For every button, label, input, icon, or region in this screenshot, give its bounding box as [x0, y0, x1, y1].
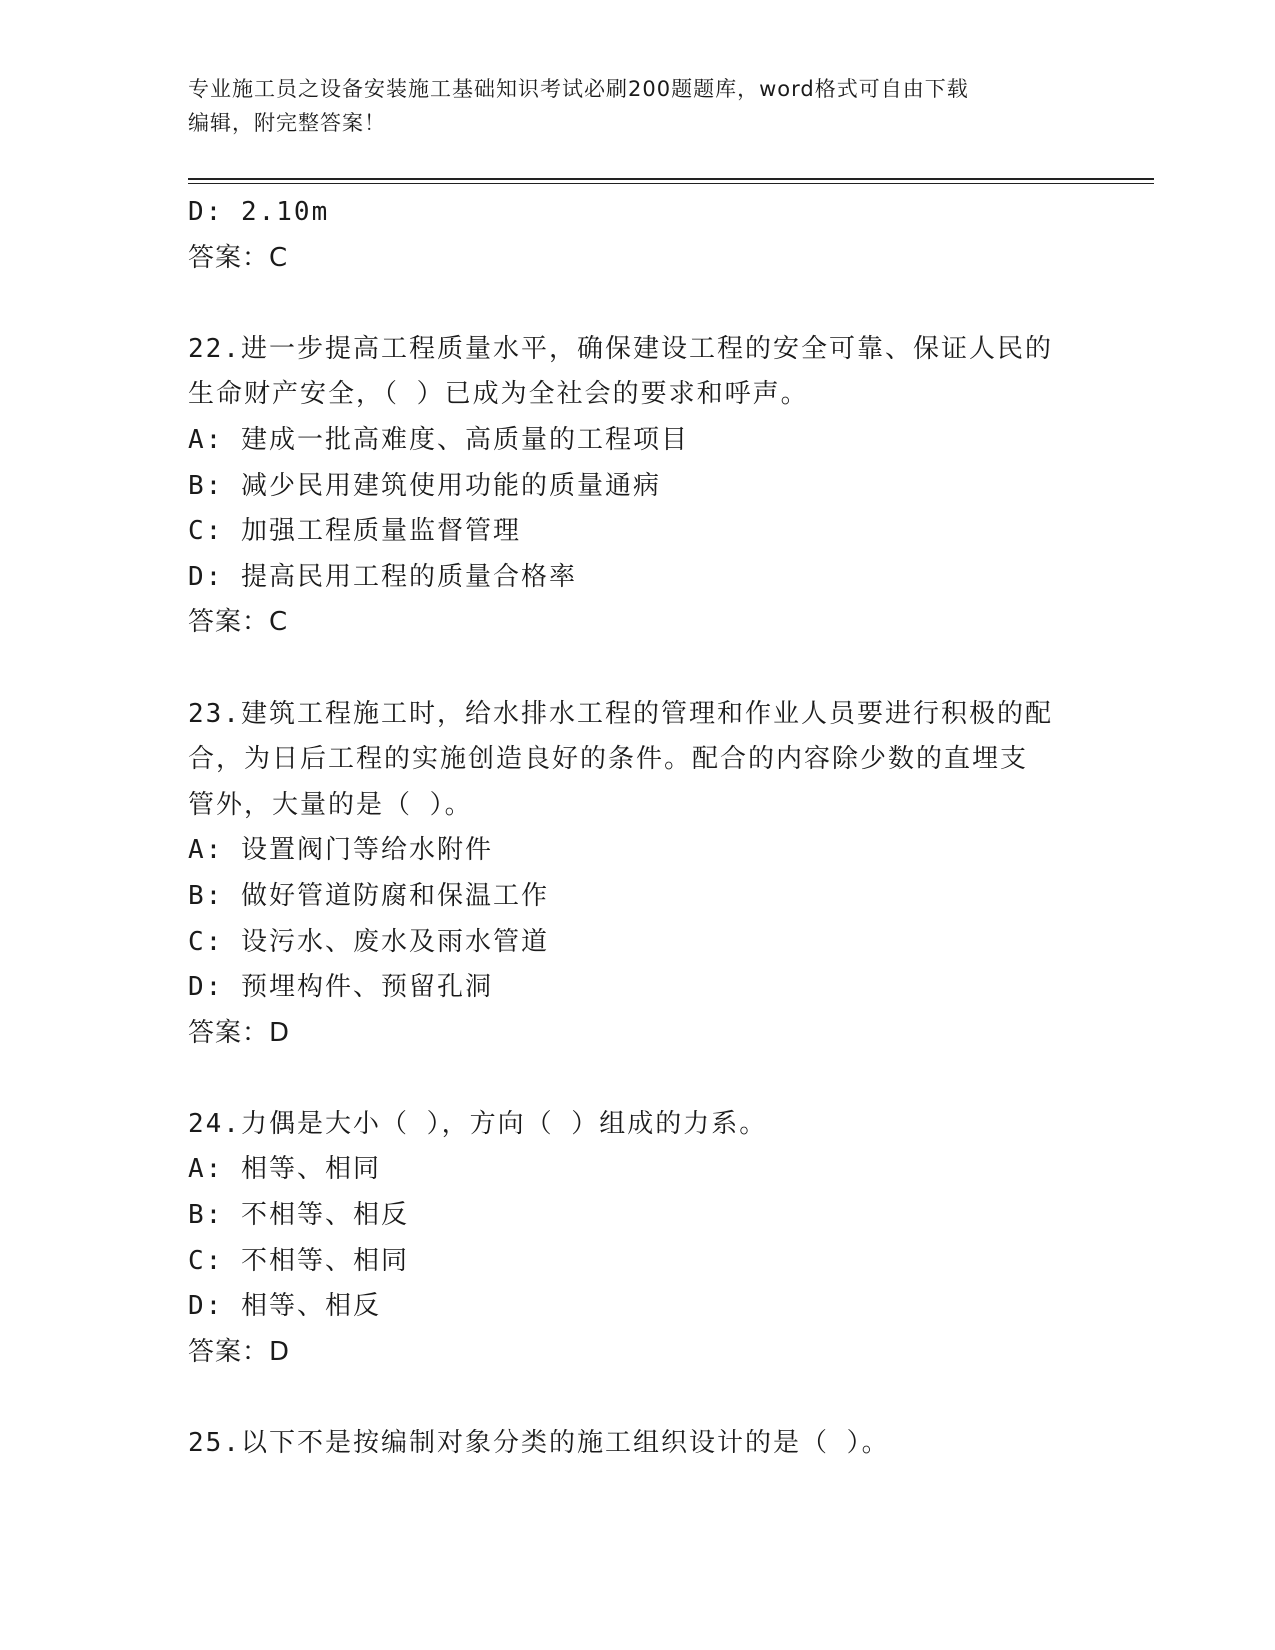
- option-a: A: 设置阀门等给水附件: [188, 835, 493, 866]
- option-c: C: 设污水、废水及雨水管道: [188, 926, 549, 957]
- question-stem-line: 管外，大量的是（ ）。: [188, 789, 473, 820]
- header-divider-thin: [188, 183, 1154, 184]
- question-stem-line: 23.建筑工程施工时，给水排水工程的管理和作业人员要进行积极的配: [188, 698, 1053, 729]
- question-25: [188, 1421, 1088, 1467]
- spacer: [188, 646, 1088, 692]
- answer-line: 答案：C: [188, 242, 289, 273]
- option-b: B: 减少民用建筑使用功能的质量通病: [188, 470, 661, 501]
- spacer: [188, 281, 1088, 327]
- spacer: [188, 1056, 1088, 1102]
- answer-line: 答案：C: [188, 607, 289, 638]
- previous-question-tail: [188, 190, 1088, 281]
- option-d: D: 提高民用工程的质量合格率: [188, 561, 577, 592]
- question-content: [188, 190, 1088, 1467]
- header-title-line-2: 编辑，附完整答案！: [188, 111, 386, 135]
- option-d: D: 2.10m: [188, 197, 330, 227]
- option-d: D: 相等、相反: [188, 1291, 381, 1322]
- option-c: C: 不相等、相同: [188, 1245, 409, 1276]
- option-b: B: 不相等、相反: [188, 1200, 409, 1231]
- document-header: [188, 72, 1088, 140]
- question-24: [188, 1102, 1088, 1376]
- option-d: D: 预埋构件、预留孔洞: [188, 972, 493, 1003]
- header-divider-thick: [188, 178, 1154, 180]
- option-b: B: 做好管道防腐和保温工作: [188, 880, 549, 911]
- option-c: C: 加强工程质量监督管理: [188, 516, 521, 547]
- question-stem-line: 生命财产安全，（ ）已成为全社会的要求和呼声。: [188, 379, 809, 410]
- question-stem-line: 22.进一步提高工程质量水平，确保建设工程的安全可靠、保证人民的: [188, 333, 1053, 364]
- question-23: [188, 692, 1088, 1057]
- answer-line: 答案：D: [188, 1336, 291, 1367]
- question-22: [188, 327, 1088, 646]
- question-stem-line: 25.以下不是按编制对象分类的施工组织设计的是（ ）。: [188, 1428, 890, 1459]
- spacer: [188, 1375, 1088, 1421]
- question-stem-line: 合，为日后工程的实施创造良好的条件。配合的内容除少数的直埋支: [188, 744, 1029, 775]
- option-a: A: 建成一批高难度、高质量的工程项目: [188, 424, 689, 455]
- question-stem-line: 24.力偶是大小（ ），方向（ ）组成的力系。: [188, 1108, 768, 1139]
- answer-line: 答案：D: [188, 1017, 291, 1048]
- header-title-line-1: 专业施工员之设备安装施工基础知识考试必刷200题题库，word格式可自由下载: [188, 77, 969, 101]
- option-a: A: 相等、相同: [188, 1154, 381, 1185]
